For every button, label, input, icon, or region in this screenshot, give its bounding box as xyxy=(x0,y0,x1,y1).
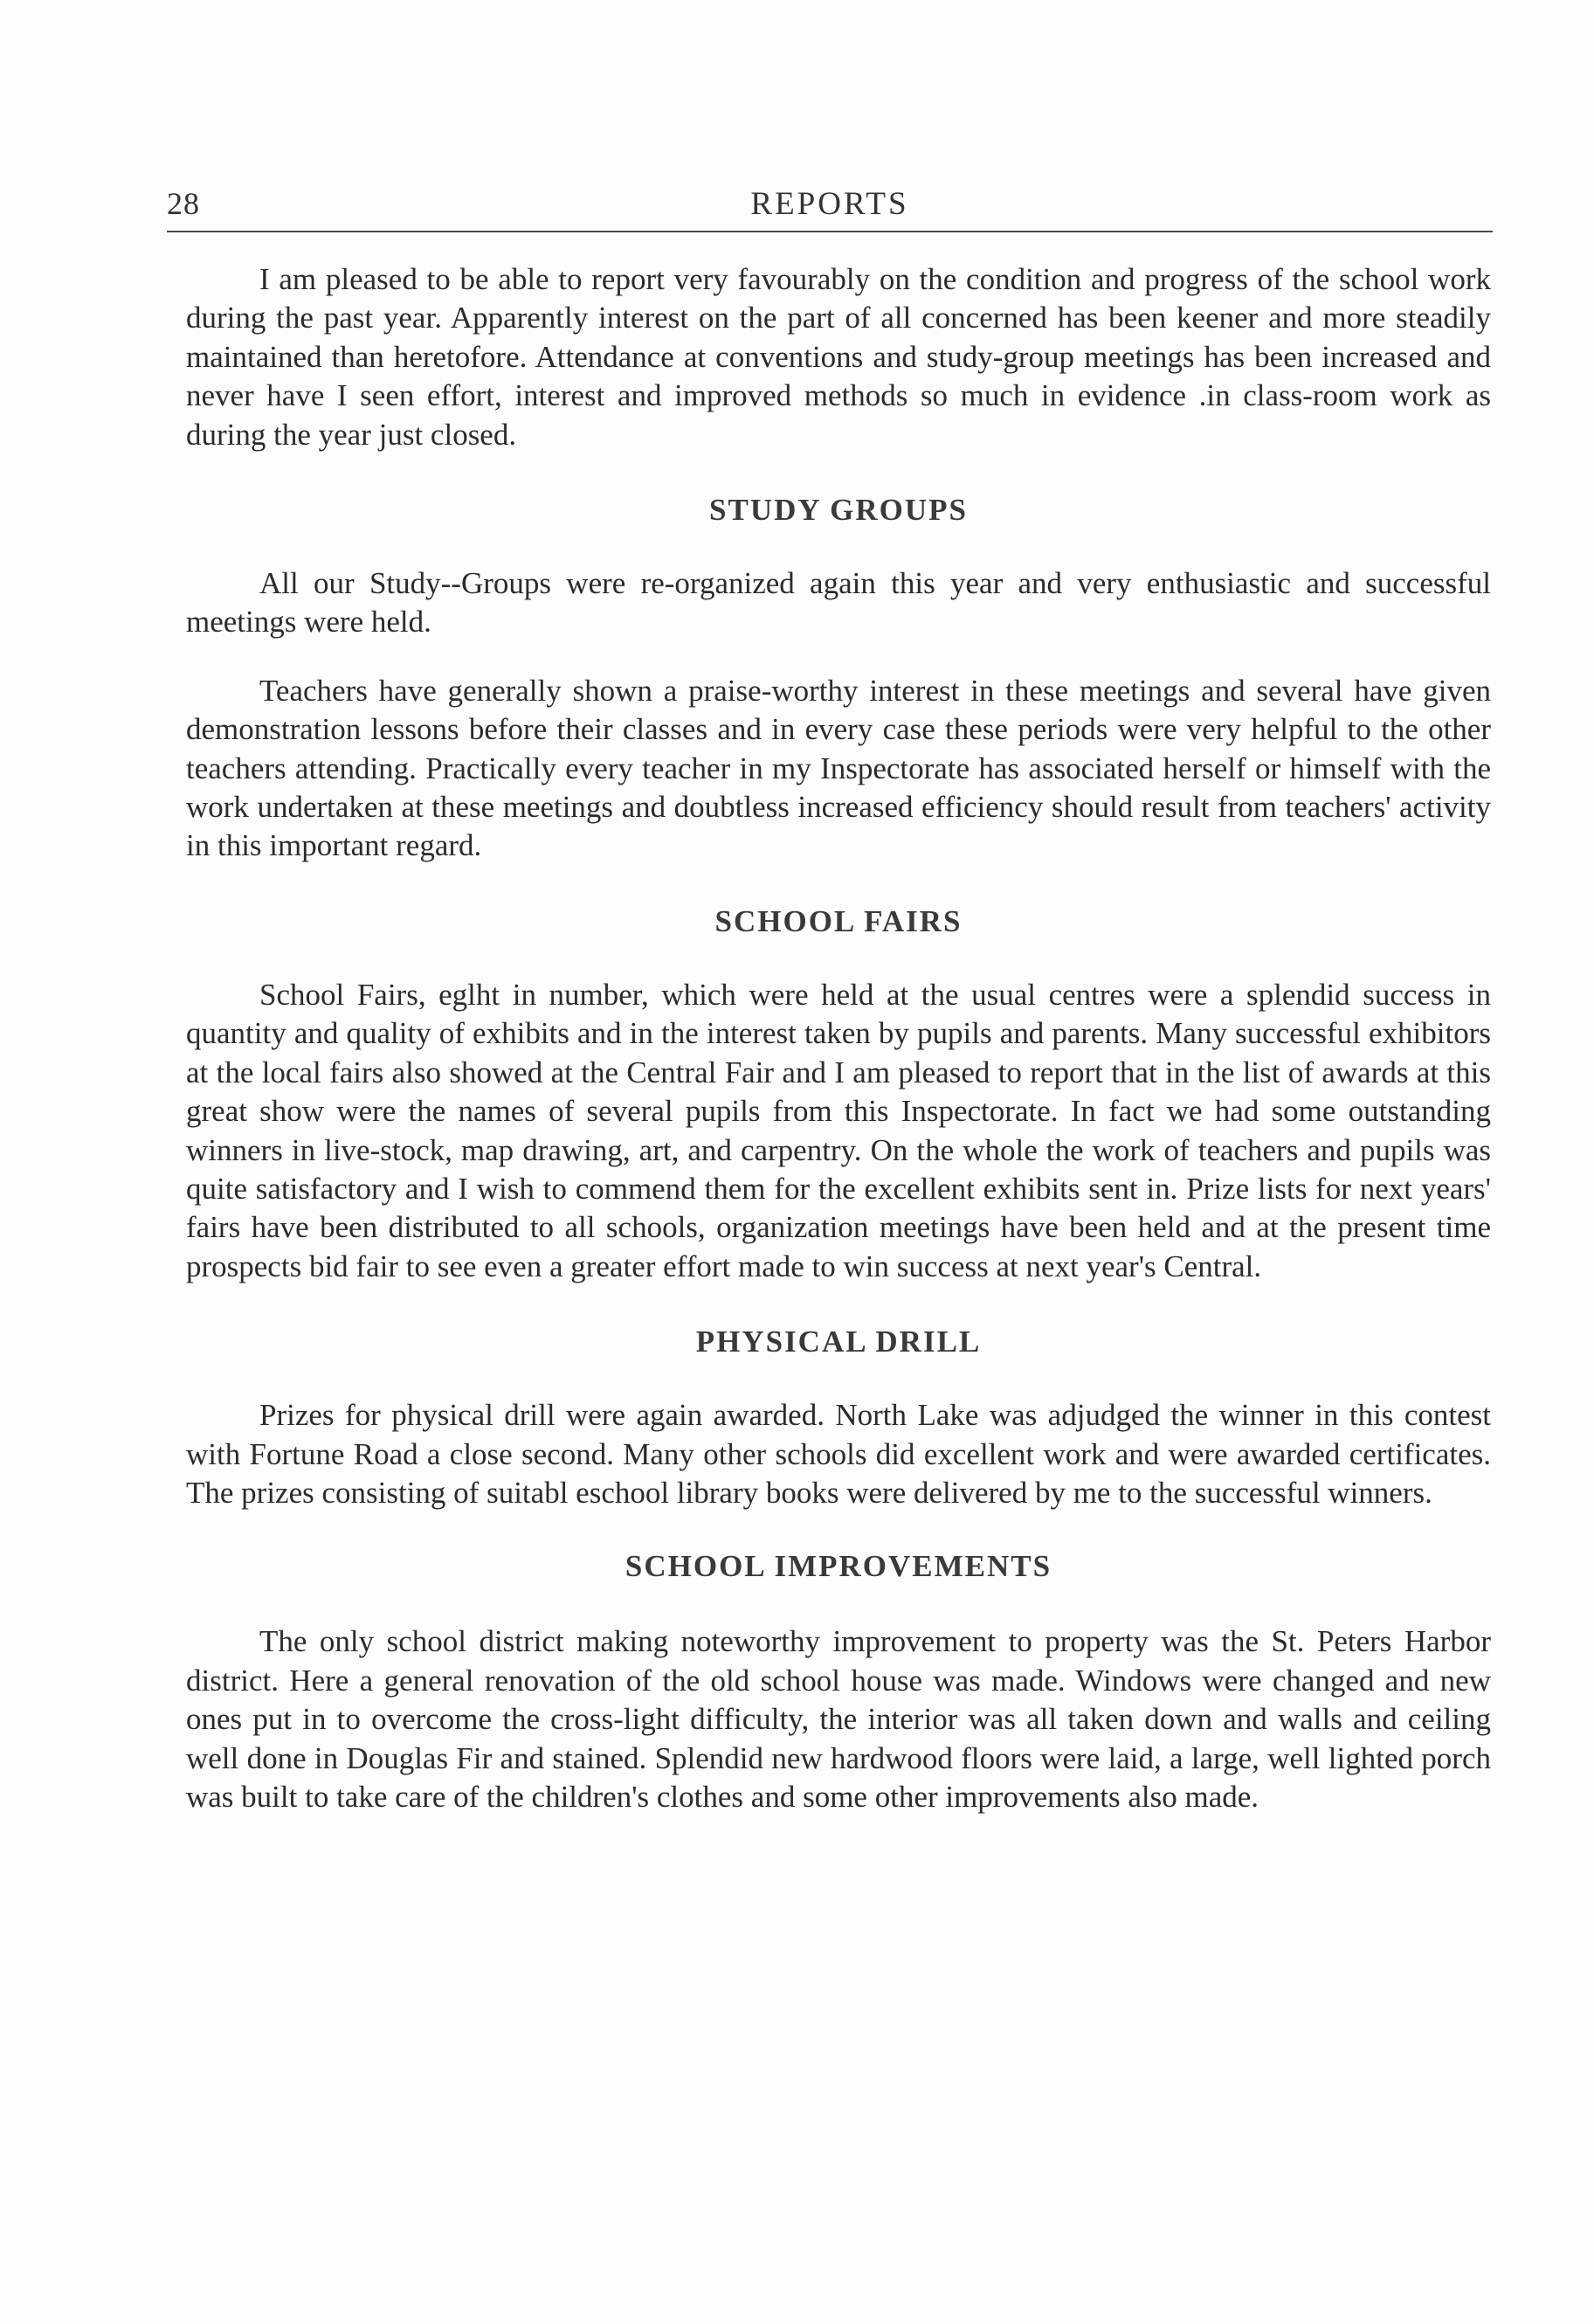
study-groups-paragraph: All our Study--Groups were re-organized again this year and very enthusiastic and successful meetings were held. xyxy=(186,566,1491,640)
school-improvements-paragraph: The only school district making noteworthy improvement to property was the St. Peters Harbor district. Here a general renovation of the old school house was made. Windows were changed and new ones put in to overcome the cross-light difficulty, the interior was all taken down and walls and ceiling well done in Douglas Fir and stained. Splendid new hardwood floors were laid, a large, well lighted porch was built to take care of the children's clothes and some other improvements also made. xyxy=(186,1624,1491,1814)
school-fairs-paragraph: School Fairs, eglht in number, which were held at the usual centres were a splendid success in quantity and quality of exhibits and in the interest taken by pupils and parents. Many successful exhibitors at the local fairs also showed at the Central Fair and I am pleased to report that in the list of awards at this great show were the names of several pupils from this Inspectorate. In fact we had some outstanding winners in live-stock, map drawing, art, and carpentry. On the whole the work of teachers and pupils was quite satisfactory and I wish to commend them for the excellent exhibits sent in. Prize lists for next years' fairs have been distributed to all schools, organization meetings have been held and at the present time prospects bid fair to see even a greater effort made to win success at next year's Central. xyxy=(186,977,1491,1283)
page-number: 28 xyxy=(167,186,200,221)
section-heading-study-groups: STUDY GROUPS xyxy=(709,493,968,528)
physical-drill-paragraph: Prizes for physical drill were again awarded. North Lake was adjudged the winner in this contest with Fortune Road a close second. Many other schools did excellent work and were awarded certificates. The prizes consisting of suitabl eschool library books were delivered by me to the successful winners. xyxy=(186,1398,1491,1510)
section-heading-physical-drill: PHYSICAL DRILL xyxy=(695,1325,982,1359)
intro-paragraph: I am pleased to be able to report very favourably on the condition and progress of the school work during the past year. Apparently interest on the part of all concerned has been keener and more steadily maintained than heretofore. Attendance at conventions and study-group meetings has been increased and never have I seen effort, interest and improved methods so much in evidence .in class-room work as during the year just closed. xyxy=(186,262,1491,452)
section-heading-school-improvements: SCHOOL IMPROVEMENTS xyxy=(624,1549,1052,1584)
section-heading-school-fairs: SCHOOL FAIRS xyxy=(714,903,963,938)
running-head: REPORTS xyxy=(750,186,909,222)
page-header xyxy=(167,185,1493,232)
report-body xyxy=(186,260,1491,1816)
study-groups-paragraph: Teachers have generally shown a praise-worthy interest in these meetings and several have given demonstration lessons before their classes and in every case these periods were very helpful to the other teachers attending. Practically every teacher in my Inspectorate has associated herself or himself with the work undertaken at these meetings and doubtless increased efficiency should result from teachers' activity in this important regard. xyxy=(186,673,1491,863)
